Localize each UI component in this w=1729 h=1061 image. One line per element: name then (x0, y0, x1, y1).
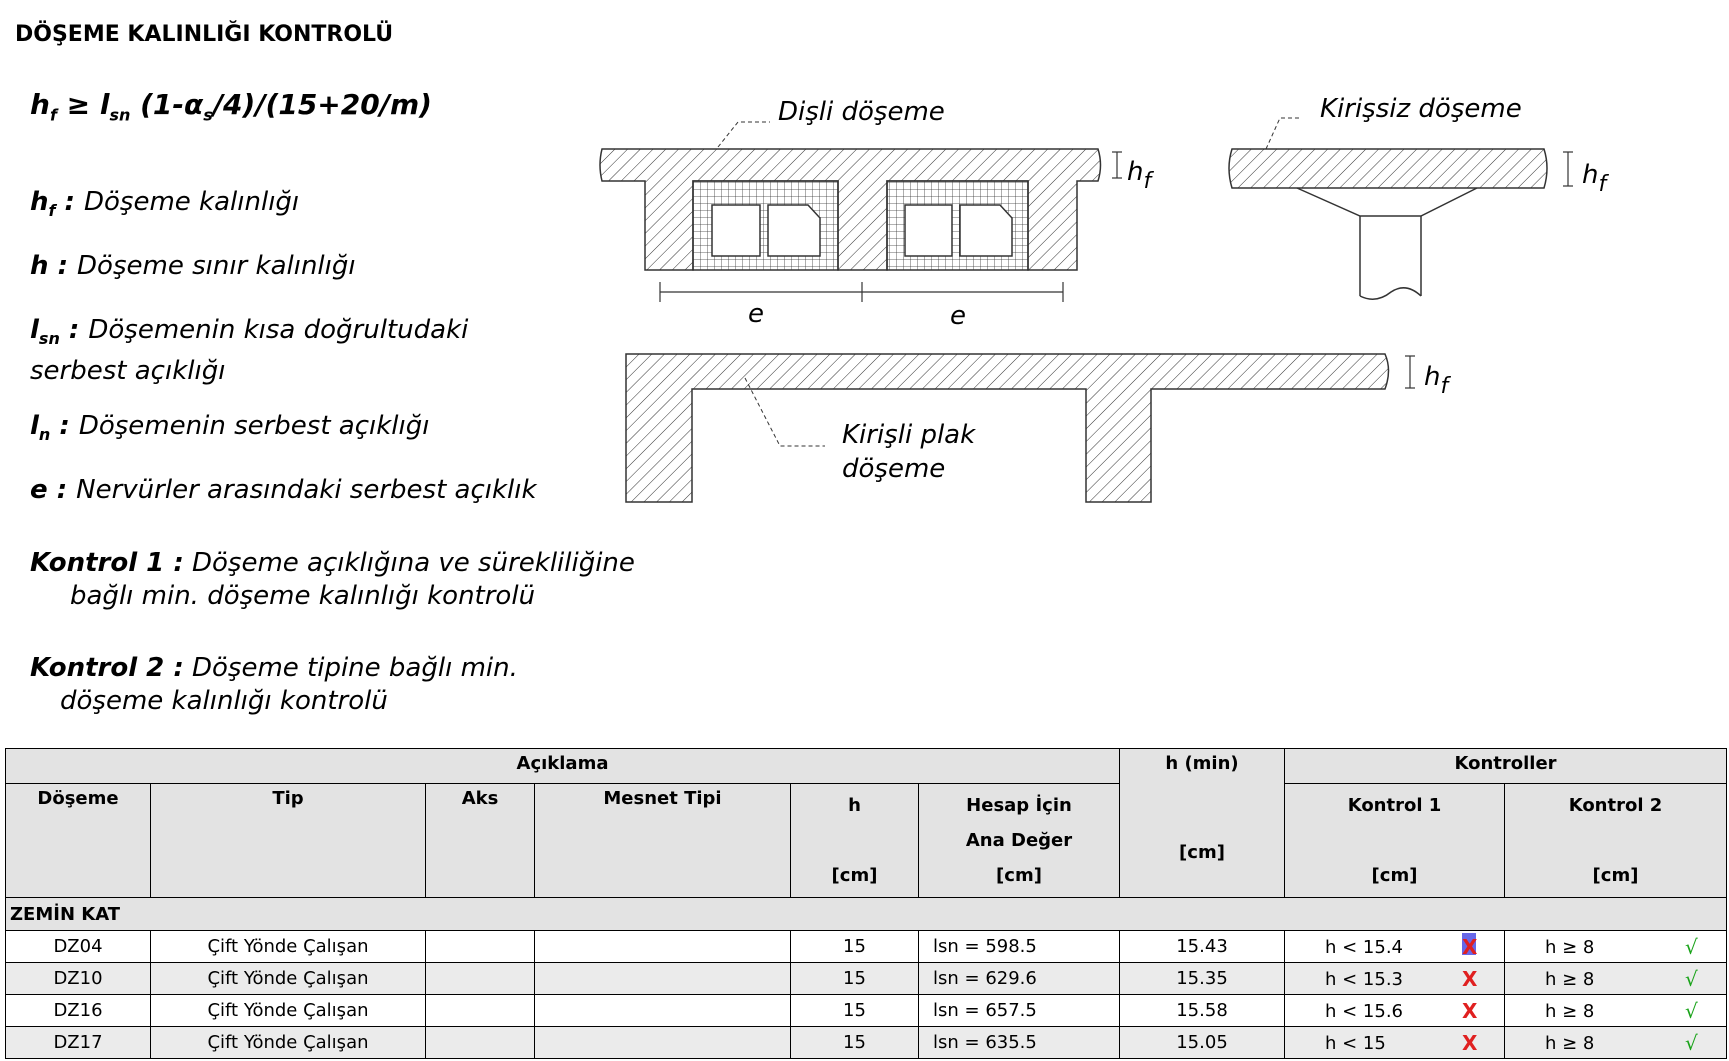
formula-tail: /4)/(15+20/m) (212, 88, 432, 121)
label-hf-1: $h_f$ (1127, 157, 1152, 194)
formula-l-sub: sn (109, 105, 131, 125)
cell-mesnet (535, 1027, 791, 1059)
pass-icon: √ (1685, 999, 1698, 1023)
formula-h: h (30, 88, 50, 121)
header-doseme: Döşeme (6, 784, 151, 898)
definition-hf: $h_f$ : Döşeme kalınlığı (30, 187, 300, 221)
cell-tip: Çift Yönde Çalışan (151, 995, 426, 1027)
cell-h: 15 (791, 931, 919, 963)
label-hf-2: $h_f$ (1582, 160, 1607, 197)
cell-ana-deger: lsn = 598.5 (919, 931, 1120, 963)
formula-op: ≥ l (56, 88, 110, 121)
pass-icon: √ (1685, 1031, 1698, 1055)
cell-doseme: DZ16 (6, 995, 151, 1027)
table-row (6, 1027, 1727, 1059)
group-header-kontroller: Kontroller (1285, 749, 1727, 784)
header-h: h [cm] (791, 784, 919, 898)
header-kontrol-1: Kontrol 1 [cm] (1285, 784, 1505, 898)
formula-h-sub: f (49, 105, 57, 125)
cell-ana-deger: lsn = 635.5 (919, 1027, 1120, 1059)
definition-ln: $l_n$ : Döşemenin serbest açıklığı (30, 411, 430, 445)
label-e-1: e (748, 299, 764, 329)
cell-kontrol-1: h < 15.6 X (1285, 995, 1505, 1027)
cell-kontrol-1: h < 15 X (1285, 1027, 1505, 1059)
cell-hmin: 15.43 (1120, 931, 1285, 963)
cell-ana-deger: lsn = 629.6 (919, 963, 1120, 995)
header-aks: Aks (426, 784, 535, 898)
cell-aks (426, 931, 535, 963)
cell-doseme: DZ10 (6, 963, 151, 995)
beam-slab-drawing (626, 354, 1415, 502)
cell-aks (426, 1027, 535, 1059)
cell-tip: Çift Yönde Çalışan (151, 963, 426, 995)
label-flat-slab: Kirişsiz döşeme (1320, 94, 1522, 124)
fail-icon: X (1462, 935, 1478, 959)
page-title: DÖŞEME KALINLIĞI KONTROLÜ (15, 22, 394, 47)
label-ribbed-slab: Dişli döşeme (778, 97, 945, 127)
cell-mesnet (535, 931, 791, 963)
group-header-aciklama: Açıklama (6, 749, 1120, 784)
cell-h: 15 (791, 963, 919, 995)
cell-doseme: DZ04 (6, 931, 151, 963)
cell-hmin: 15.58 (1120, 995, 1285, 1027)
label-beam-slab-2: döşeme (842, 454, 946, 484)
hollow-block-1 (693, 181, 838, 270)
cell-aks (426, 995, 535, 1027)
cell-tip: Çift Yönde Çalışan (151, 931, 426, 963)
definition-lsn: $l_{sn}$ : Döşemenin kısa doğrultudaki serbest açıklığı (30, 315, 469, 387)
cell-mesnet (535, 963, 791, 995)
header-hmin: h (min) [cm] (1120, 749, 1285, 898)
header-mesnet-tipi: Mesnet Tipi (535, 784, 791, 898)
fail-icon: X (1462, 967, 1478, 991)
cell-aks (426, 963, 535, 995)
cell-hmin: 15.35 (1120, 963, 1285, 995)
formula-alpha-sub: s (203, 105, 213, 125)
cell-tip: Çift Yönde Çalışan (151, 1027, 426, 1059)
cell-kontrol-2: h ≥ 8 √ (1505, 963, 1727, 995)
table-row (6, 995, 1727, 1027)
fail-icon: X (1462, 1031, 1478, 1055)
pass-icon: √ (1685, 935, 1698, 959)
kontrol-2-description: Kontrol 2 : Döşeme tipine bağlı min. döşeme kalınlığı kontrolü (30, 653, 518, 716)
flat-slab-drawing (1229, 118, 1573, 299)
pass-icon: √ (1685, 967, 1698, 991)
cell-kontrol-1: h < 15.4 X (1285, 931, 1505, 963)
cell-kontrol-1: h < 15.3 X (1285, 963, 1505, 995)
cell-h: 15 (791, 1027, 919, 1059)
fail-icon: X (1462, 999, 1478, 1023)
cell-kontrol-2: h ≥ 8 √ (1505, 931, 1727, 963)
cell-kontrol-2: h ≥ 8 √ (1505, 1027, 1727, 1059)
table-row (6, 963, 1727, 995)
header-kontrol-2: Kontrol 2 [cm] (1505, 784, 1727, 898)
kontrol-1-description: Kontrol 1 : Döşeme açıklığına ve sürekliliğine bağlı min. döşeme kalınlığı kontrolü (30, 548, 635, 611)
label-hf-3: $h_f$ (1424, 362, 1449, 399)
cell-kontrol-2: h ≥ 8 √ (1505, 995, 1727, 1027)
cell-hmin: 15.05 (1120, 1027, 1285, 1059)
cell-ana-deger: lsn = 657.5 (919, 995, 1120, 1027)
label-e-2: e (950, 301, 966, 331)
cell-doseme: DZ17 (6, 1027, 151, 1059)
slab-thickness-table (5, 748, 1727, 1059)
table-row (6, 931, 1727, 963)
cell-mesnet (535, 995, 791, 1027)
label-beam-slab-1: Kirişli plak (842, 420, 976, 450)
section-zemin-kat: ZEMİN KAT (6, 898, 1727, 931)
definition-h: h : Döşeme sınır kalınlığı (30, 251, 356, 281)
hollow-block-2 (887, 181, 1028, 270)
header-tip: Tip (151, 784, 426, 898)
formula-mid: (1-α (130, 88, 204, 121)
cell-h: 15 (791, 995, 919, 1027)
header-hesap-icin: Hesap İçin Ana Değer [cm] (919, 784, 1120, 898)
ribbed-slab-drawing (600, 122, 1122, 302)
definition-e: e : Nervürler arasındaki serbest açıklık (30, 475, 537, 505)
